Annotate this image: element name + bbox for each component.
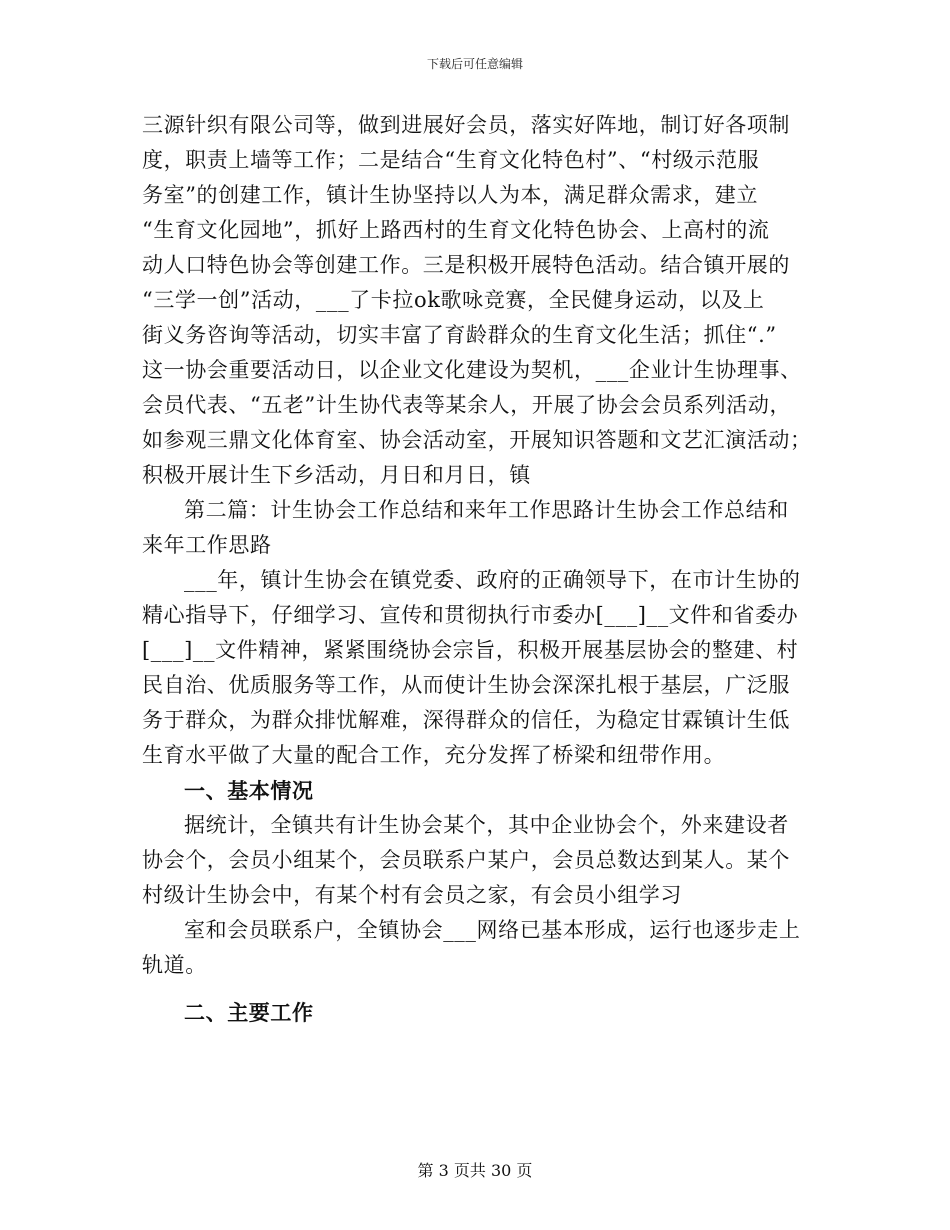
body-line: 务于群众，为群众排忧解难，深得群众的信任，为稳定甘霖镇计生低	[142, 708, 790, 732]
body-line: 如参观三鼎文化体育室、协会活动室，开展知识答题和文艺汇演活动；	[142, 428, 812, 452]
body-line: 积极开展计生下乡活动，月日和月日，镇	[142, 463, 531, 487]
body-line: “生育文化园地”，抓好上路西村的生育文化特色协会、上高村的流	[142, 218, 770, 242]
body-line: 三源针织有限公司等，做到进展好会员，落实好阵地，制订好各项制	[142, 113, 790, 137]
body-line: 室和会员联系户，全镇协会___网络已基本形成，运行也逐步走上	[184, 918, 801, 942]
body-line: 这一协会重要活动日，以企业文化建设为契机，___企业计生协理事、	[142, 358, 802, 382]
body-line: 精心指导下，仔细学习、宣传和贯彻执行市委办[___]__文件和省委办	[142, 603, 799, 627]
body-line: 协会个，会员小组某个，会员联系户某户，会员总数达到某人。某个	[142, 848, 790, 872]
body-line: ___年，镇计生协会在镇党委、政府的正确领导下，在市计生协的	[184, 568, 801, 592]
section-title-line: 来年工作思路	[142, 533, 272, 557]
body-line: “三学一创”活动，___了卡拉ok歌咏竞赛，全民健身运动，以及上	[142, 288, 765, 312]
body-line: 会员代表、“五老”计生协代表等某余人，开展了协会会员系列活动，	[142, 393, 792, 417]
body-line: 街义务咨询等活动，切实丰富了育龄群众的生育文化生活；抓住“.”	[142, 323, 777, 347]
body-line: 生育水平做了大量的配合工作，充分发挥了桥梁和纽带作用。	[142, 743, 726, 767]
section-title-line: 第二篇：计生协会工作总结和来年工作思路计生协会工作总结和	[184, 498, 789, 522]
body-line: [___]__文件精神，紧紧围绕协会宗旨，积极开展基层协会的整建、村	[142, 638, 799, 662]
body-line: 动人口特色协会等创建工作。三是积极开展特色活动。结合镇开展的	[142, 253, 790, 277]
heading-basic-situation: 一、基本情况	[184, 778, 314, 803]
body-line: 村级计生协会中，有某个村有会员之家，有会员小组学习	[142, 883, 682, 907]
body-line: 轨道。	[142, 953, 207, 977]
page-header: 下载后可任意编辑	[426, 57, 523, 71]
page-number-footer: 第 3 页共 30 页	[417, 1161, 533, 1180]
body-line: 民自治、优质服务等工作，从而使计生协会深深扎根于基层，广泛服	[142, 673, 790, 697]
body-line: 度，职责上墙等工作；二是结合“生育文化特色村”、“村级示范服	[142, 148, 760, 172]
body-line: 据统计，全镇共有计生协会某个，其中企业协会个，外来建设者	[184, 813, 789, 837]
document-body	[142, 108, 810, 1030]
body-line: 务室”的创建工作，镇计生协坚持以人为本，满足群众需求，建立	[142, 183, 759, 207]
heading-main-work: 二、主要工作	[184, 1000, 314, 1025]
